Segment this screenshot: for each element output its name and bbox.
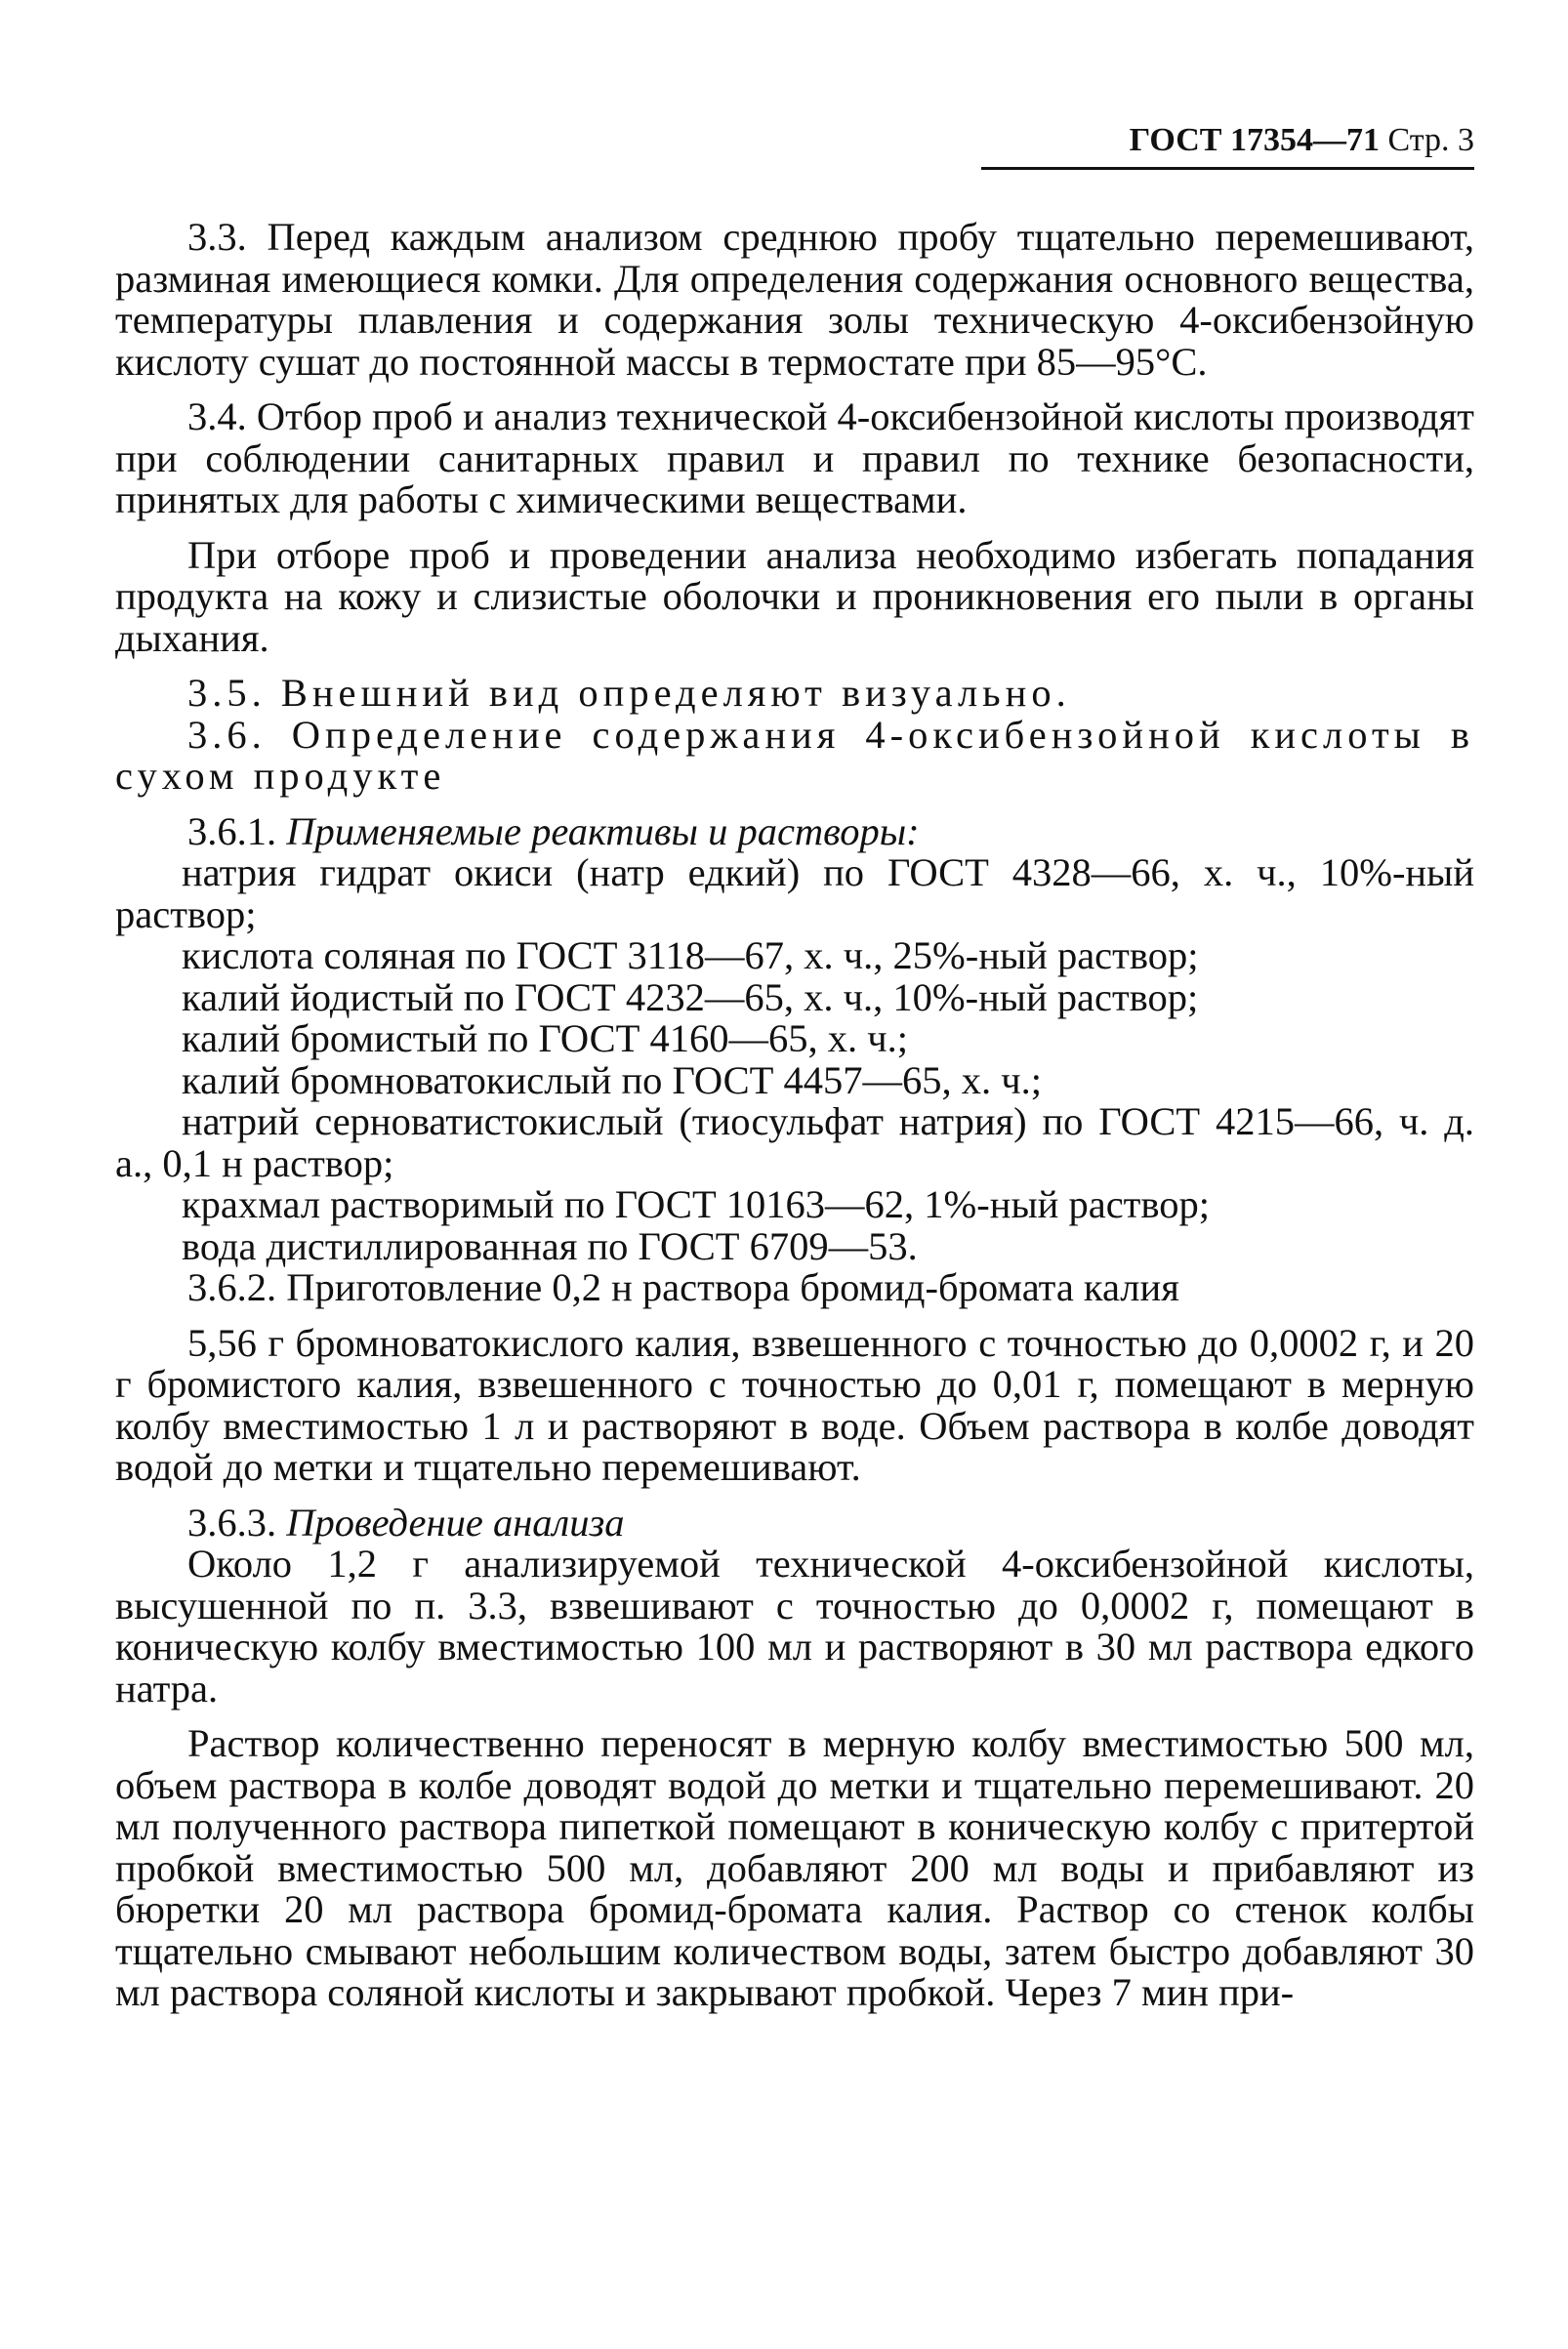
reagent-item: крахмал растворимый по ГОСТ 10163—62, 1%-ный раствор;	[182, 1182, 1210, 1226]
clause-title: Применяемые реактивы и растворы:	[286, 808, 920, 853]
reagent-item: кислота соляная по ГОСТ 3118—67, х. ч., 25%-ный раствор;	[182, 933, 1199, 977]
standard-number: ГОСТ 17354—71	[1129, 122, 1380, 158]
paragraph-3-6-3	[115, 1500, 1474, 1545]
reagent-item: калий бромистый по ГОСТ 4160—65, х. ч.;	[182, 1016, 908, 1060]
paragraph-3-4-safety: При отборе проб и проведении анализа необходимо избегать попадания продукта на кожу и слизистые оболочки и проникновения его пыли в органы дыхания.	[115, 532, 1474, 660]
reagent-item: натрий серноватистокислый (тиосульфат натрия) по ГОСТ 4215—66, ч. д. а., 0,1 н раствор;	[115, 1099, 1474, 1185]
document-body	[115, 217, 1474, 2014]
reagent-list	[115, 852, 1474, 1267]
paragraph-3-6: 3.6. Определение содержания 4-оксибензойной кислоты в сухом продукте	[115, 712, 1474, 798]
paragraph-3-6-2-body: 5,56 г бромноватокислого калия, взвешенного с точностью до 0,0002 г, и 20 г бромистого калия, взвешенного с точностью до 0,01 г, помещают в мерную колбу вместимостью 1 л и растворяют в воде. Объем раствора в колбе доводят водой до метки и тщательно перемешивают.	[115, 1320, 1474, 1489]
page-header	[981, 122, 1474, 170]
paragraph-3-6-3-body: Около 1,2 г анализируемой технической 4-оксибензойной кислоты, высушенной по п. 3.3, взвешивают с точностью до 0,0002 г, помещают в коническую колбу вместимостью 100 мл и растворяют в 30 мл раствора едкого натра.	[115, 1542, 1474, 1710]
page-number: Стр. 3	[1387, 122, 1474, 158]
clause-number: 3.6.1.	[187, 808, 277, 853]
paragraph-3-6-2: 3.6.2. Приготовление 0,2 н раствора бромид-бромата калия	[187, 1265, 1179, 1309]
reagent-item: калий йодистый по ГОСТ 4232—65, х. ч., 10%-ный раствор;	[182, 974, 1199, 1019]
paragraph-3-4: 3.4. Отбор проб и анализ технической 4-оксибензойной кислоты производят при соблюдении санитарных правил и правил по технике безопасности, принятых для работы с химическими веществами.	[115, 394, 1474, 521]
reagent-item: натрия гидрат окиси (натр едкий) по ГОСТ 4328—66, х. ч., 10%-ный раствор;	[115, 850, 1474, 936]
paragraph-3-3: 3.3. Перед каждым анализом среднюю пробу тщательно перемешивают, разминая имеющиеся комки. Для определения содержания основного вещества, температуры плавления и содержания золы техническую 4-оксибензойную кислоту сушат до постоянной массы в термостате при 85—95°C.	[115, 215, 1474, 384]
clause-title: Проведение анализа	[286, 1500, 625, 1545]
paragraph-3-6-3-procedure: Раствор количественно переносят в мерную колбу вместимостью 500 мл, объем раствора в колбе доводят водой до метки и тщательно перемешивают. 20 мл полученного раствора пипеткой помещают в коническую колбу с притертой пробкой вместимостью 500 мл, добавляют 200 мл воды и прибавляют из бюретки 20 мл раствора бромид-бромата калия. Раствор со стенок колбы тщательно смывают небольшим количеством воды, затем быстро добавляют 30 мл раствора соляной кислоты и закрывают пробкой. Через 7 мин при-	[115, 1721, 1474, 2014]
reagent-item: калий бромноватокислый по ГОСТ 4457—65, х. ч.;	[182, 1057, 1043, 1102]
reagent-item: вода дистиллированная по ГОСТ 6709—53.	[182, 1223, 918, 1268]
paragraph-3-5: 3.5. Внешний вид определяют визуально.	[187, 671, 1071, 715]
clause-number: 3.6.3.	[187, 1500, 277, 1545]
paragraph-3-6-1	[115, 808, 1474, 853]
